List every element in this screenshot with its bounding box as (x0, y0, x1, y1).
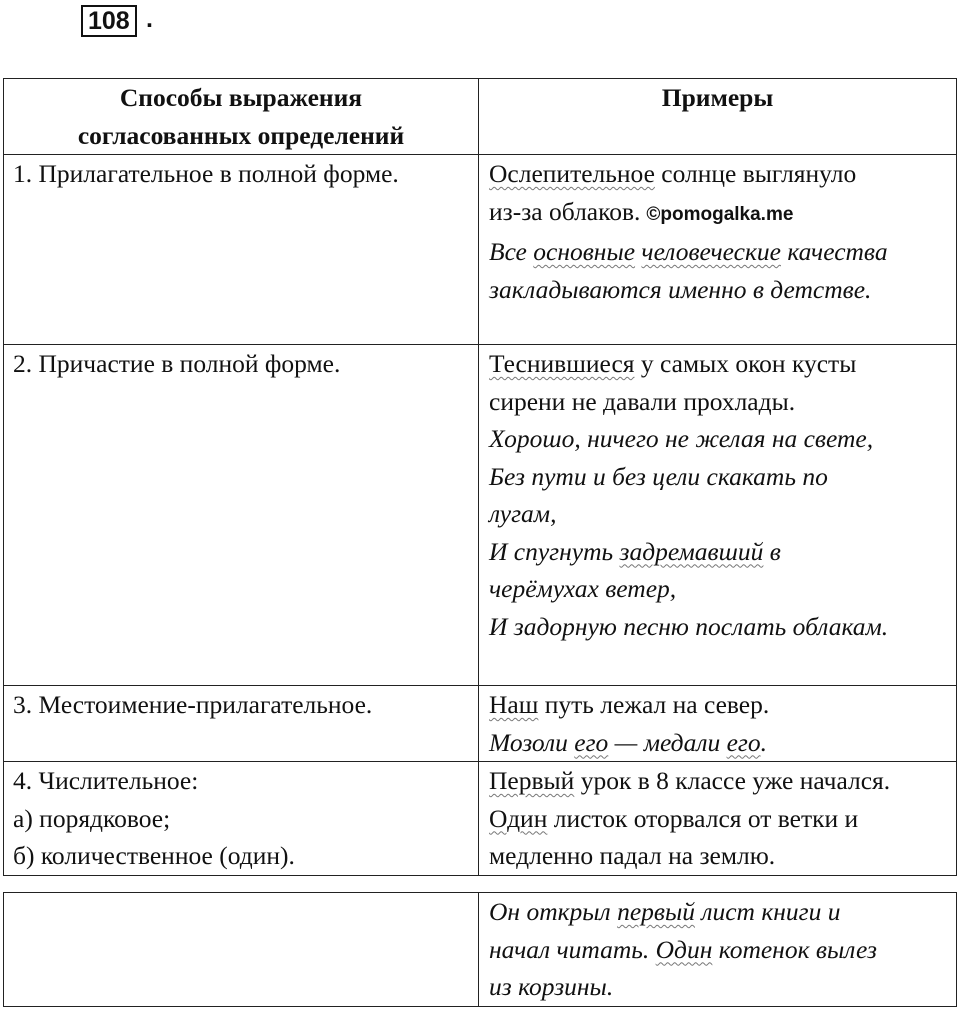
header-examples (479, 79, 957, 155)
example-text: из-за облаков. (489, 196, 641, 226)
watermark: ©pomogalka.me (646, 203, 794, 225)
example-text: . (760, 727, 767, 757)
example-text: качества (780, 237, 888, 266)
header-methods-line2: согласованных определений (77, 120, 405, 150)
examples-cell (479, 762, 957, 876)
method-text: 1. Прилагательное в полной форме. (13, 159, 399, 188)
method-text: 4. Числительное: (13, 766, 199, 795)
example-text: лист книги и (694, 897, 841, 926)
definitions-table (3, 78, 957, 876)
method-cell-empty (4, 893, 479, 1007)
poem-line: Хорошо, ничего не желая на свете, (489, 424, 874, 453)
example-text: — медали (608, 727, 727, 757)
poem-line: черёмухах ветер, (489, 574, 677, 603)
poem-line: Без пути и без цели скакать по (489, 461, 828, 491)
exercise-number: 108 (81, 5, 137, 37)
example-text: листок оторвался от ветки и (547, 803, 859, 833)
example-line (479, 931, 956, 969)
example-line (479, 345, 956, 383)
example-text: И спугнуть (489, 536, 620, 566)
example-line (479, 800, 956, 838)
example-line (479, 893, 956, 931)
example-line: медленно падал на землю. (489, 841, 776, 870)
poem-line: И задорную песню послать облакам. (489, 611, 889, 641)
underlined-word: основные (533, 237, 636, 266)
example-text: начал читать. (489, 934, 656, 964)
table-row (4, 155, 957, 345)
underlined-word: первый (617, 897, 695, 926)
underlined-word: Один (489, 803, 548, 833)
header-methods-line1: Способы выражения (119, 83, 363, 112)
example-text: котенок вылез (712, 934, 877, 964)
example-text: Все (489, 237, 534, 266)
method-cell (4, 686, 479, 762)
example-line (479, 762, 956, 800)
example-line (479, 233, 956, 271)
method-text: 2. Причастие в полной форме. (13, 349, 341, 378)
header-methods (4, 79, 479, 155)
method-cell (4, 155, 479, 345)
method-cell (4, 762, 479, 876)
table-row (4, 893, 957, 1007)
underlined-word: его (574, 727, 609, 757)
example-text: Он открыл (489, 897, 618, 926)
method-text: а) порядковое; (13, 803, 171, 833)
poem-line: лугам, (489, 499, 557, 528)
table-header-row (4, 79, 957, 155)
exercise-number-dot: . (146, 5, 153, 33)
method-text: 3. Местоимение-прилагательное. (13, 690, 373, 719)
underlined-word: Теснившиеся (489, 349, 635, 378)
example-line (479, 193, 956, 234)
continuation-table (3, 892, 957, 1007)
underlined-word: Первый (489, 766, 575, 795)
method-cell (4, 345, 479, 686)
example-text: урок в 8 классе уже начался. (574, 766, 891, 795)
table-row (4, 686, 957, 762)
examples-cell (479, 345, 957, 686)
example-text: Мозоли (489, 727, 575, 757)
example-text: у самых окон кусты (634, 349, 857, 378)
underlined-word: человеческие (641, 237, 781, 266)
example-text: путь лежал на север. (538, 690, 770, 719)
example-line (479, 724, 956, 762)
example-line: закладываются именно в детстве. (489, 274, 872, 304)
example-text: солнце выглянуло (654, 159, 857, 188)
example-text: в (763, 536, 781, 566)
examples-cell (479, 155, 957, 345)
underlined-word: Один (655, 934, 713, 964)
examples-cell (479, 893, 957, 1007)
method-text: б) количественное (один). (13, 841, 295, 870)
underlined-word: задремавший (619, 536, 764, 566)
underlined-word: Наш (489, 690, 539, 719)
example-line: из корзины. (489, 972, 614, 1001)
poem-line (479, 533, 956, 571)
example-line (479, 155, 956, 193)
example-line (479, 686, 956, 724)
underlined-word: его (726, 727, 761, 757)
examples-cell (479, 686, 957, 762)
table-row (4, 345, 957, 686)
table-row (4, 762, 957, 876)
underlined-word: Ослепительное (489, 159, 655, 188)
header-examples-label: Примеры (661, 83, 774, 112)
example-line: сирени не давали прохлады. (489, 386, 796, 416)
